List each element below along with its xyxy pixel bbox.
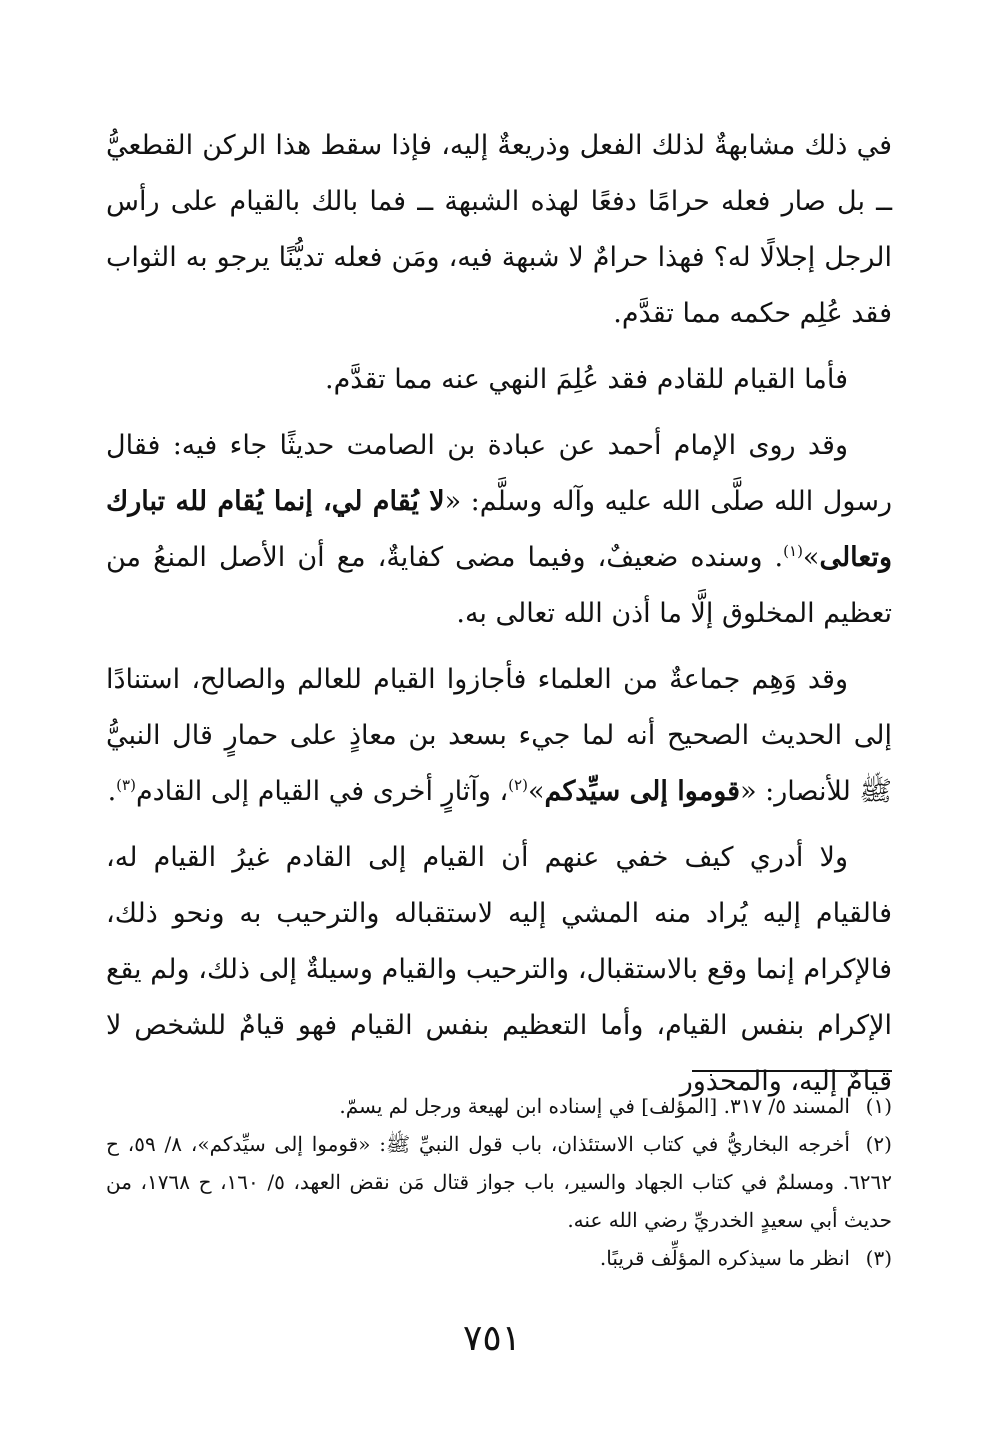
paragraph-4-middle-text: ، وآثارٍ أخرى في القيام إلى القادم <box>135 776 509 807</box>
footnote-3 <box>106 1239 892 1277</box>
footnote-text: المسند ٥/ ٣١٧. [المؤلف] في إسناده ابن لهيعة ورجل لم يسمّ. <box>339 1094 850 1118</box>
paragraph-1: في ذلك مشابهةٌ لذلك الفعل وذريعةٌ إليه، فإذا سقط هذا الركن القطعيُّ ــ بل صار فعله حرامًا دفعًا لهذه الشبهة ــ فما بالك بالقيام على رأس الرجل إجلالًا له؟ فهذا حرامٌ لا شبهة فيه، ومَن فعله تديُّنًا يرجو به الثواب فقد عُلِم حكمه مما تقدَّم. <box>106 130 892 329</box>
paragraph-3-closing-quote: » <box>802 542 820 573</box>
footnote-number: (٢) <box>865 1132 892 1156</box>
footnote-reference-3: (٣) <box>116 776 136 794</box>
paragraph-2 <box>106 352 892 408</box>
paragraph-3-hadith-text: لا يُقام لي، إنما يُقام لله تبارك وتعالى <box>106 486 892 573</box>
paragraph-2-text: فأما القيام للقادم فقد عُلِمَ النهي عنه مما تقدَّم. <box>324 364 848 395</box>
paragraph-5 <box>106 830 892 1110</box>
paragraph-4-hadith-text: قوموا إلى سيِّدكم <box>544 776 741 807</box>
footnote-reference-1: (١) <box>783 542 803 560</box>
paragraph-3-opening-text: وقد روى الإمام أحمد عن عبادة بن الصامت حديثًا جاء فيه: فقال رسول الله صلَّى الله عليه وآله وسلَّم: « <box>106 430 892 517</box>
paragraph-3 <box>106 418 892 642</box>
footnote-text: أخرجه البخاريُّ في كتاب الاستئذان، باب قول النبيِّ ﷺ: «قوموا إلى سيِّدكم»، ٨/ ٥٩، ح ٦٢٦٢. ومسلمٌ في كتاب الجهاد والسير، باب جواز قتال مَن نقض العهد، ٥/ ١٦٠، ح ١٧٦٨، من حديث أبي سعيدٍ الخدريِّ رضي الله عنه. <box>106 1132 892 1232</box>
paragraph-4 <box>106 652 892 820</box>
footnote-separator <box>692 1070 892 1072</box>
footnote-2 <box>106 1125 892 1239</box>
footnote-1 <box>106 1087 892 1125</box>
paragraph-4-opening-text: وقد وَهِم جماعةٌ من العلماء فأجازوا القيام للعالم والصالح، استنادًا إلى الحديث الصحيح أنه لما جيء بسعد بن معاذٍ على حمارٍ قال النبيُّ ﷺ للأنصار: « <box>106 664 892 807</box>
paragraph-gap <box>106 408 892 418</box>
page-number: ٧٥١ <box>462 1318 521 1359</box>
paragraph-gap <box>106 642 892 652</box>
footnote-text: انظر ما سيذكره المؤلِّف قريبًا. <box>599 1246 850 1270</box>
footnotes-section <box>106 1087 892 1277</box>
paragraph-4-closing-quote: » <box>527 776 545 807</box>
paragraph-4-final-punctuation: . <box>107 776 117 807</box>
footnote-reference-2: (٢) <box>508 776 528 794</box>
main-text-block <box>106 118 892 1110</box>
paragraph-5-text: ولا أدري كيف خفي عنهم أن القيام إلى القادم غيرُ القيام له، فالقيام إليه يُراد منه المشي إليه لاستقباله والترحيب به ونحو ذلك، فالإكرام إنما وقع بالاستقبال، والترحيب والقيام وسيلةٌ إلى ذلك، ولم يقع الإكرام بنفس القيام، وأما التعظيم بنفس القيام فهو قيامٌ للشخص لا قيامٌ إليه، والمحذور <box>106 842 892 1097</box>
footnote-number: (١) <box>865 1094 892 1118</box>
paragraph-3-remaining-text: . وسنده ضعيفٌ، وفيما مضى كفايةٌ، مع أن الأصل المنعُ من تعظيم المخلوق إلَّا ما أذن الله تعالى به. <box>106 542 892 629</box>
paragraph-gap <box>106 820 892 830</box>
paragraph-gap <box>106 342 892 352</box>
footnote-number: (٣) <box>865 1246 892 1270</box>
